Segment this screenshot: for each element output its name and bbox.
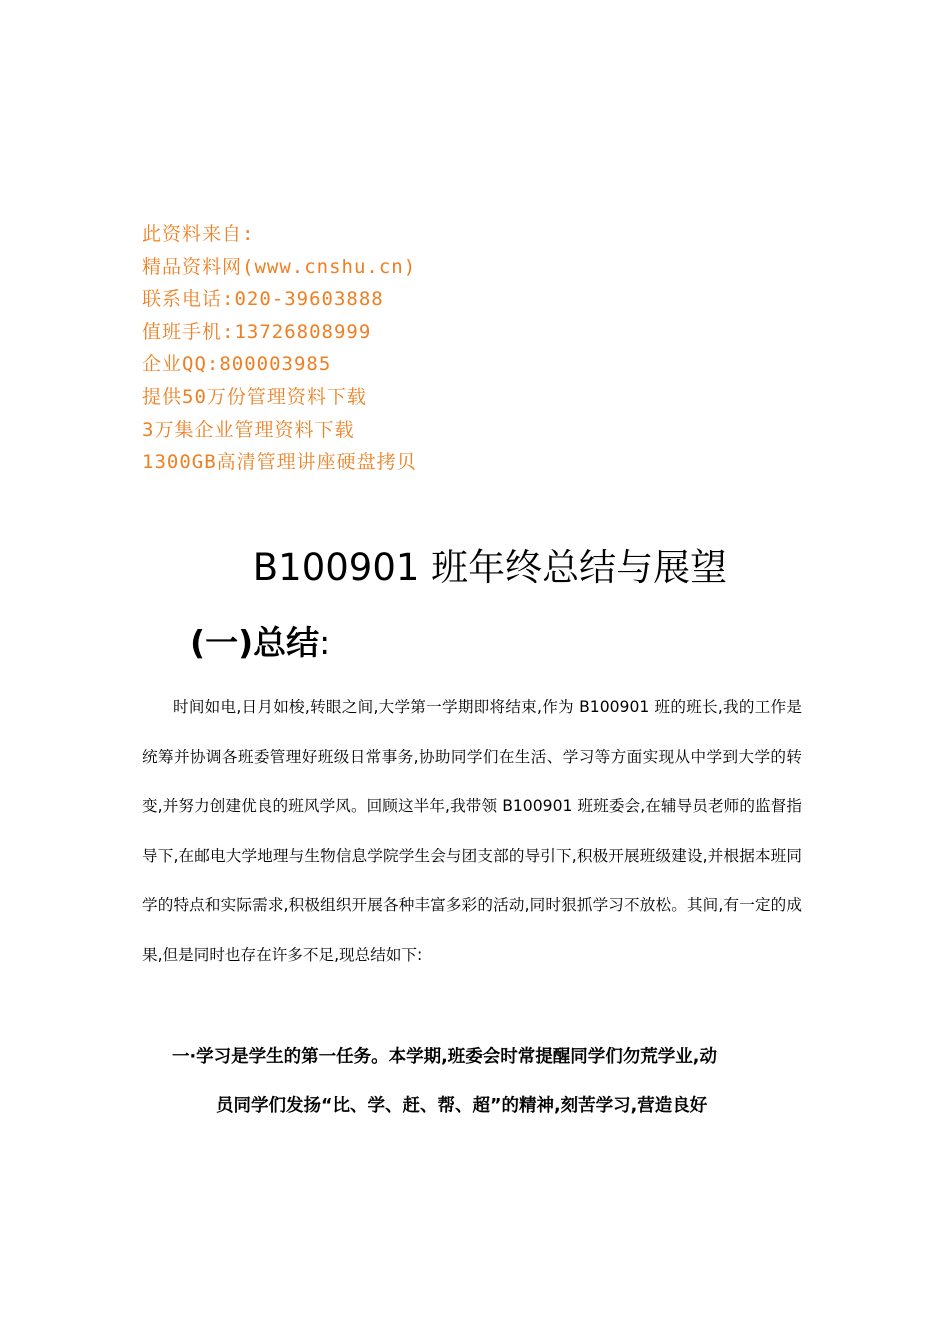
promo-line-offer-2: 3万集企业管理资料下载 bbox=[142, 418, 355, 441]
promo-line-mobile: 值班手机:13726808999 bbox=[142, 320, 372, 343]
section-heading-colon: : bbox=[319, 623, 331, 662]
section-heading-text: (一)总结 bbox=[190, 623, 320, 662]
point-one bbox=[172, 1033, 802, 1131]
document-title: B100901 班年终总结与展望 bbox=[252, 546, 728, 589]
section-heading bbox=[190, 618, 330, 668]
point-one-line-2: 员同学们发扬“比、学、赶、帮、超”的精神,刻苦学习,营造良好 bbox=[216, 1096, 708, 1116]
promo-line-phone: 联系电话:020-39603888 bbox=[142, 288, 384, 311]
intro-paragraph: 时间如电,日月如梭,转眼之间,大学第一学期即将结束,作为 B100901 班的班长,我的工作是统筹并协调各班委管理好班级日常事务,协助同学们在生活、学习等方面实现从中学到大学的转变,并努力创建优良的班风学风。回顾这半年,我带领 B100901 班班委会,在辅导员老师的监督指导下,在邮电大学地理与生物信息学院学生会与团支部的导引下,积极开展班级建设,并根据本班同学的特点和实际需求,积极组织开展各种丰富多彩的活动,同时狠抓学习不放松。其间,有一定的成果,但是同时也存在许多不足,现总结如下: bbox=[142, 698, 802, 964]
point-one-line-1: 一·学习是学生的第一任务。本学期,班委会时常提醒同学们勿荒学业,动 bbox=[172, 1047, 717, 1067]
promo-block bbox=[142, 218, 562, 479]
promo-line-offer-3: 1300GB高清管理讲座硬盘拷贝 bbox=[142, 451, 417, 474]
promo-line-website: 精品资料网(www.cnshu.cn) bbox=[142, 255, 417, 278]
promo-line-source: 此资料来自: bbox=[142, 223, 255, 245]
promo-line-qq: 企业QQ:800003985 bbox=[142, 353, 332, 376]
promo-line-offer-1: 提供50万份管理资料下载 bbox=[142, 385, 367, 408]
